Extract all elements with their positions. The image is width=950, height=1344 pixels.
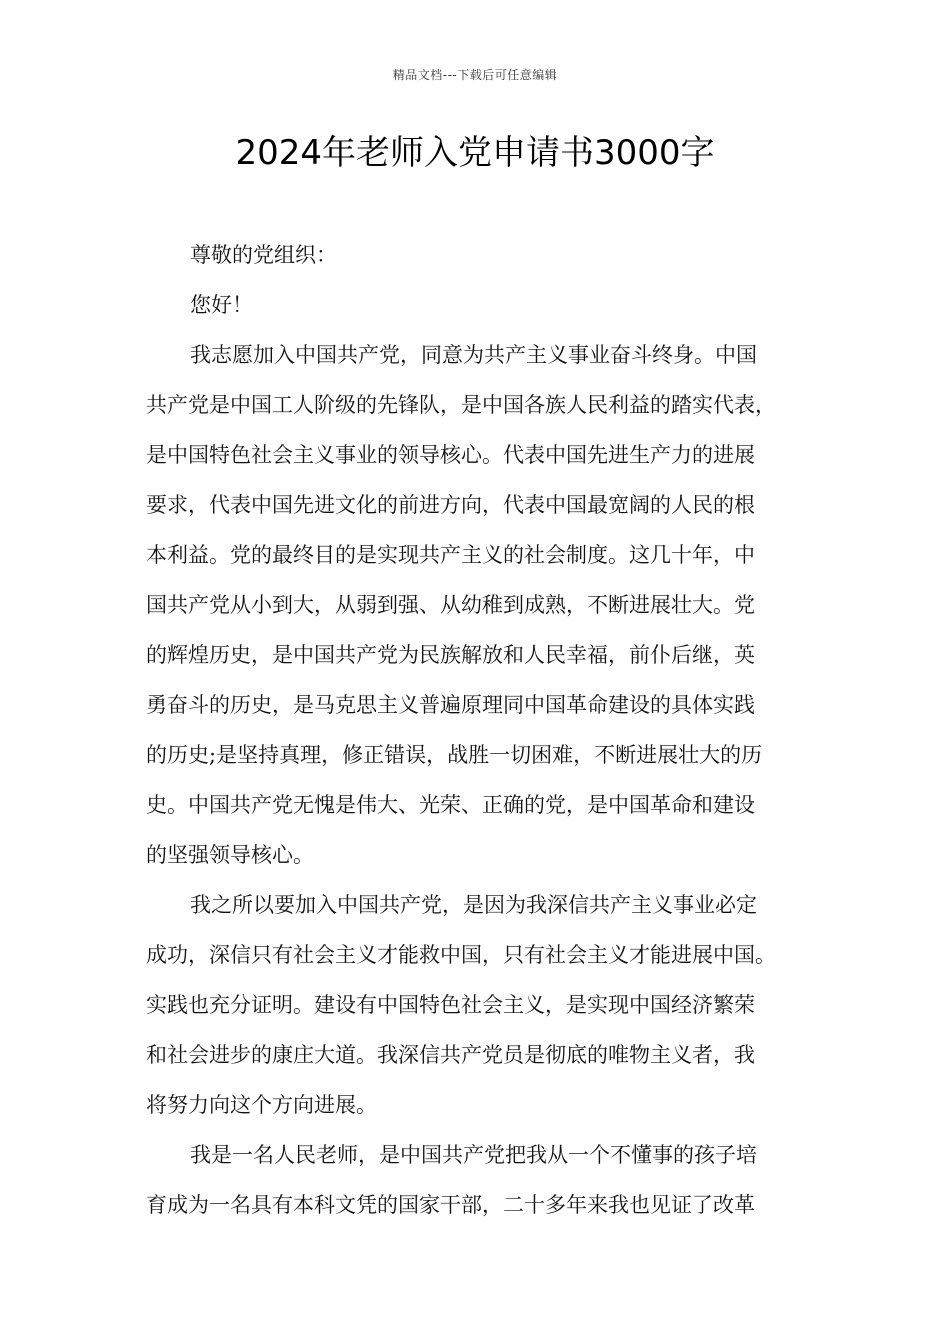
document-body: [146, 230, 810, 1230]
paragraph-line: 是中国特色社会主义事业的领导核心。代表中国先进生产力的进展: [146, 443, 755, 467]
paragraph-line: 育成为一名具有本科文凭的国家干部，二十多年来我也见证了改革: [146, 1193, 755, 1217]
paragraph-line: 共产党是中国工人阶级的先锋队，是中国各族人民利益的踏实代表，: [146, 393, 776, 417]
paragraph-line: 我是一名人民老师，是中国共产党把我从一个不懂事的孩子培: [190, 1143, 757, 1167]
paragraph-line: 实践也充分证明。建设有中国特色社会主义，是实现中国经济繁荣: [146, 993, 755, 1017]
paragraph-line: 我之所以要加入中国共产党，是因为我深信共产主义事业必定: [190, 893, 757, 917]
paragraph-line: 史。中国共产党无愧是伟大、光荣、正确的党，是中国革命和建设: [146, 793, 755, 817]
greeting: 您好！: [190, 293, 253, 317]
paragraph-line: 勇奋斗的历史，是马克思主义普遍原理同中国革命建设的具体实践: [146, 693, 755, 717]
header-note: 精品文档---下载后可任意编辑: [392, 68, 558, 82]
paragraph-line: 的历史;是坚持真理，修正错误，战胜一切困难，不断进展壮大的历: [146, 743, 763, 767]
paragraph-line: 要求，代表中国先进文化的前进方向，代表中国最宽阔的人民的根: [146, 493, 755, 517]
paragraph-line: 将努力向这个方向进展。: [146, 1093, 377, 1117]
document-title: 2024年老师入党申请书3000字: [235, 133, 715, 173]
paragraph-line: 成功，深信只有社会主义才能救中国，只有社会主义才能进展中国。: [146, 943, 776, 967]
salutation: 尊敬的党组织：: [190, 243, 337, 267]
paragraph-line: 本利益。党的最终目的是实现共产主义的社会制度。这几十年，中: [146, 543, 755, 567]
paragraph-line: 国共产党从小到大，从弱到强、从幼稚到成熟，不断进展壮大。党: [146, 593, 755, 617]
paragraph-line: 和社会进步的康庄大道。我深信共产党员是彻底的唯物主义者，我: [146, 1043, 755, 1067]
paragraph-line: 的坚强领导核心。: [146, 843, 314, 867]
paragraph-line: 我志愿加入中国共产党，同意为共产主义事业奋斗终身。中国: [190, 343, 757, 367]
paragraph-line: 的辉煌历史，是中国共产党为民族解放和人民幸福，前仆后继，英: [146, 643, 755, 667]
